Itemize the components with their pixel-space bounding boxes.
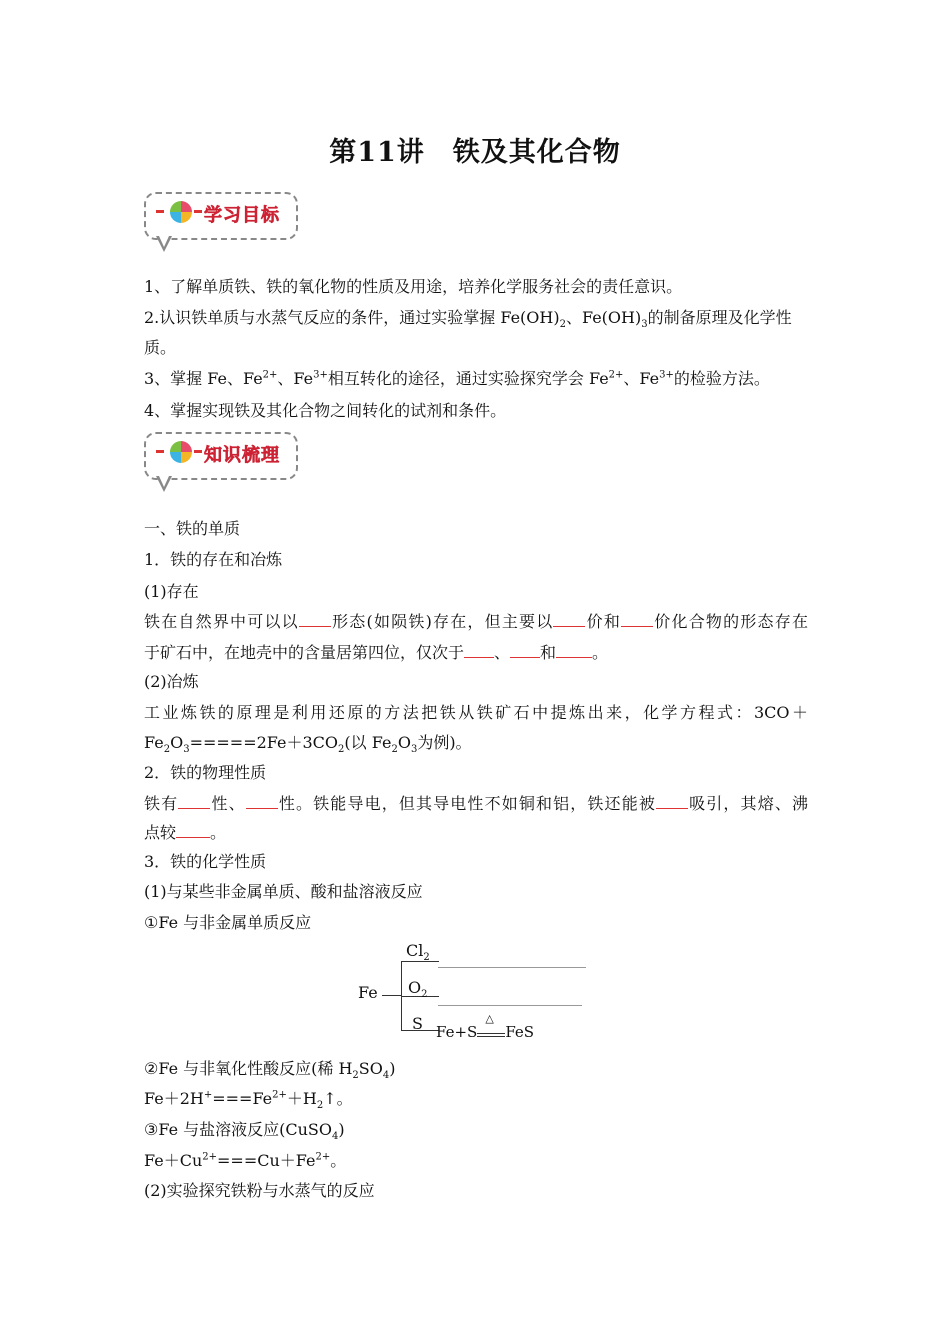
heat-triangle-icon: △	[485, 1012, 494, 1025]
lightbulb-icon	[170, 201, 192, 223]
reaction-1-heading: ①Fe 与非金属单质反应	[144, 913, 312, 932]
fill-blank[interactable]	[464, 639, 494, 658]
s-label: S	[412, 1014, 423, 1033]
lightbulb-icon	[170, 441, 192, 463]
reaction-2-heading: ②Fe 与非氧化性酸反应(稀 $H_2SO_4$)	[144, 1059, 396, 1082]
fill-blank[interactable]	[656, 790, 688, 809]
physical-line-2: 点较 。	[144, 818, 808, 848]
fill-blank[interactable]	[556, 639, 592, 658]
fill-blank[interactable]	[176, 819, 210, 838]
existence-line-1: 铁在自然界中可以以 形态(如陨铁)存在，但主要以 价和 价化合物的形态存在	[144, 607, 808, 637]
fe-nonmetal-diagram	[340, 935, 600, 1055]
subsection-1-2: (2)冶炼	[144, 672, 199, 691]
subsection-2: 2．铁的物理性质	[144, 763, 267, 782]
goal-4: 4、掌握实现铁及其化合物之间转化的试剂和条件。	[144, 401, 507, 420]
subsection-3-1: (1)与某些非金属单质、酸和盐溶液反应	[144, 882, 423, 901]
fill-blank[interactable]	[246, 790, 278, 809]
fill-blank[interactable]	[178, 790, 210, 809]
section-heading: 一、铁的单质	[144, 519, 241, 538]
reaction-3-equation: $Fe+Cu^{2+}===Cu+Fe^{2+}$。	[144, 1151, 347, 1170]
physical-line-1: 铁有 性、 性。铁能导电，但其导电性不如铜和铝，铁还能被 吸引，其熔、沸	[144, 789, 808, 819]
goal-1: 1、了解单质铁、铁的氧化物的性质及用途，培养化学服务社会的责任意识。	[144, 277, 683, 296]
subsection-1: 1．铁的存在和冶炼	[144, 550, 283, 569]
badge-label: 知识梳理	[204, 445, 280, 466]
learning-goals-badge	[144, 192, 300, 260]
answer-line	[438, 1005, 582, 1006]
cl2-label: $Cl_2$	[406, 941, 430, 964]
subsection-3-2: (2)实验探究铁粉与水蒸气的反应	[144, 1181, 375, 1200]
fill-blank[interactable]	[553, 608, 585, 627]
page-title: 第11讲 铁及其化合物	[329, 137, 621, 168]
o2-label: $O_2$	[408, 978, 428, 1001]
reaction-2-equation: $Fe+2H^+===Fe^{2+}+H_2↑$。	[144, 1089, 353, 1112]
subsection-1-1: (1)存在	[144, 582, 199, 601]
fill-blank[interactable]	[299, 608, 331, 627]
smelting-equation: $Fe_2O_3=====2Fe+3CO_2$(以 $Fe_2O_3$为例)。	[144, 733, 472, 756]
goal-2-cont: 质。	[144, 338, 177, 357]
badge-label: 学习目标	[204, 205, 280, 226]
reaction-3-heading: ③Fe 与盐溶液反应(CuSO$_4$)	[144, 1120, 345, 1143]
knowledge-review-badge	[144, 432, 300, 500]
existence-line-2: 于矿石中，在地壳中的含量居第四位，仅次于 、 和 。	[144, 638, 808, 668]
fill-blank[interactable]	[510, 639, 540, 658]
subsection-3: 3．铁的化学性质	[144, 852, 267, 871]
fe-s-equation: Fe+S △ FeS	[436, 1012, 535, 1041]
fill-blank[interactable]	[621, 608, 653, 627]
answer-line	[438, 967, 586, 968]
fe-label: Fe	[358, 983, 378, 1002]
goal-2: 2.认识铁单质与水蒸气反应的条件，通过实验掌握 $Fe(OH)_2$、$Fe(OH)_3$的制备原理及化学性	[144, 308, 792, 331]
goal-3: 3、掌握 Fe、$Fe^{2+}$、$Fe^{3+}$相互转化的途径，通过实验探究学会 $Fe^{2+}$、$Fe^{3+}$的检验方法。	[144, 369, 770, 388]
smelting-line-1: 工业炼铁的原理是利用还原的方法把铁从铁矿石中提炼出来，化学方程式：3CO＋	[144, 703, 808, 722]
